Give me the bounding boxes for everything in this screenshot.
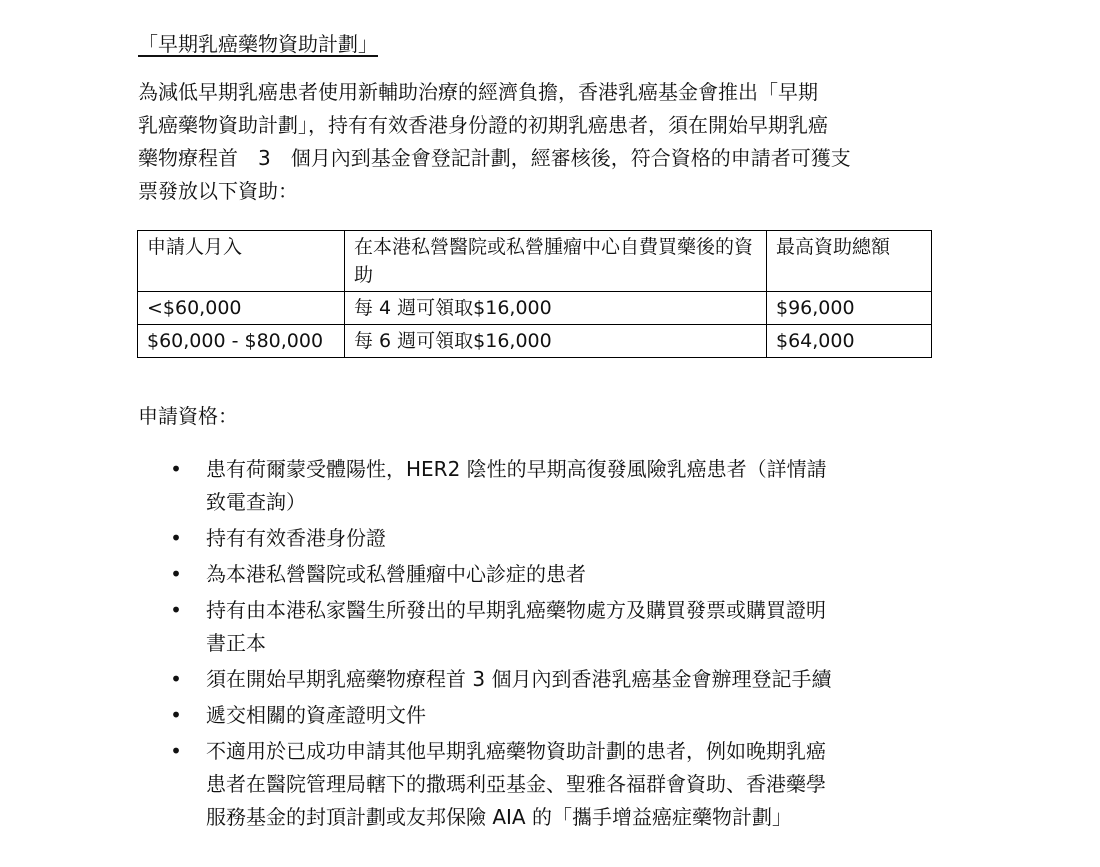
intro-line: 票發放以下資助： bbox=[138, 179, 298, 203]
table-cell-max-total: $64,000 bbox=[767, 325, 932, 358]
bullet-icon: • bbox=[170, 667, 182, 691]
table-row bbox=[138, 325, 932, 358]
list-item-line: 須在開始早期乳癌藥物療程首 3 個月內到香港乳癌基金會辦理登記手續 bbox=[206, 667, 832, 691]
table-cell-income: <$60,000 bbox=[138, 292, 345, 325]
intro-line: 乳癌藥物資助計劃」，持有有效香港身份證的初期乳癌患者，須在開始早期乳癌 bbox=[138, 113, 828, 137]
table-header-row bbox=[138, 231, 932, 292]
list-item-line: 不適用於已成功申請其他早期乳癌藥物資助計劃的患者，例如晚期乳癌 bbox=[206, 739, 826, 763]
list-item-line: 持有有效香港身份證 bbox=[206, 526, 386, 550]
list-item-line: 持有由本港私家醫生所發出的早期乳癌藥物處方及購買發票或購買證明 bbox=[206, 598, 826, 622]
header-cell-subsidy: 在本港私營醫院或私營腫瘤中心自費買藥後的資助 bbox=[345, 231, 767, 292]
bullet-icon: • bbox=[170, 526, 182, 550]
list-item-line: 患者在醫院管理局轄下的撒瑪利亞基金、聖雅各福群會資助、香港藥學 bbox=[206, 772, 826, 796]
header-cell-income: 申請人月入 bbox=[138, 231, 345, 292]
list-item bbox=[170, 663, 930, 696]
list-item-line: 致電查詢） bbox=[206, 490, 306, 514]
list-item bbox=[170, 594, 930, 660]
table-cell-subsidy: 每 4 週可領取$16,000 bbox=[345, 292, 767, 325]
list-item bbox=[170, 522, 930, 555]
list-item bbox=[170, 453, 930, 519]
eligibility-heading: 申請資格： bbox=[138, 404, 238, 428]
table-cell-max-total: $96,000 bbox=[767, 292, 932, 325]
list-item bbox=[170, 735, 930, 834]
document-title: 「早期乳癌藥物資助計劃」 bbox=[138, 32, 378, 56]
bullet-icon: • bbox=[170, 703, 182, 727]
table-cell-income: $60,000 - $80,000 bbox=[138, 325, 345, 358]
intro-line: 為減低早期乳癌患者使用新輔助治療的經濟負擔，香港乳癌基金會推出「早期 bbox=[138, 80, 818, 104]
bullet-icon: • bbox=[170, 598, 182, 622]
intro-paragraph bbox=[138, 76, 938, 208]
list-item-line: 書正本 bbox=[206, 631, 266, 655]
list-item-line: 服務基金的封頂計劃或友邦保險 AIA 的「攜手增益癌症藥物計劃」 bbox=[206, 805, 792, 829]
table-row bbox=[138, 292, 932, 325]
list-item bbox=[170, 558, 930, 591]
bullet-icon: • bbox=[170, 562, 182, 586]
bullet-icon: • bbox=[170, 739, 182, 763]
list-item bbox=[170, 699, 930, 732]
list-item-line: 遞交相關的資產證明文件 bbox=[206, 703, 426, 727]
list-item-line: 為本港私營醫院或私營腫瘤中心診症的患者 bbox=[206, 562, 586, 586]
bullet-icon: • bbox=[170, 457, 182, 481]
subsidy-table bbox=[137, 230, 932, 358]
table-cell-subsidy: 每 6 週可領取$16,000 bbox=[345, 325, 767, 358]
requirements-list bbox=[170, 453, 930, 837]
header-cell-max-total: 最高資助總額 bbox=[767, 231, 932, 292]
list-item-line: 患有荷爾蒙受體陽性，HER2 陰性的早期高復發風險乳癌患者（詳情請 bbox=[206, 457, 827, 481]
intro-line: 藥物療程首 3 個月內到基金會登記計劃，經審核後，符合資格的申請者可獲支 bbox=[138, 146, 851, 170]
